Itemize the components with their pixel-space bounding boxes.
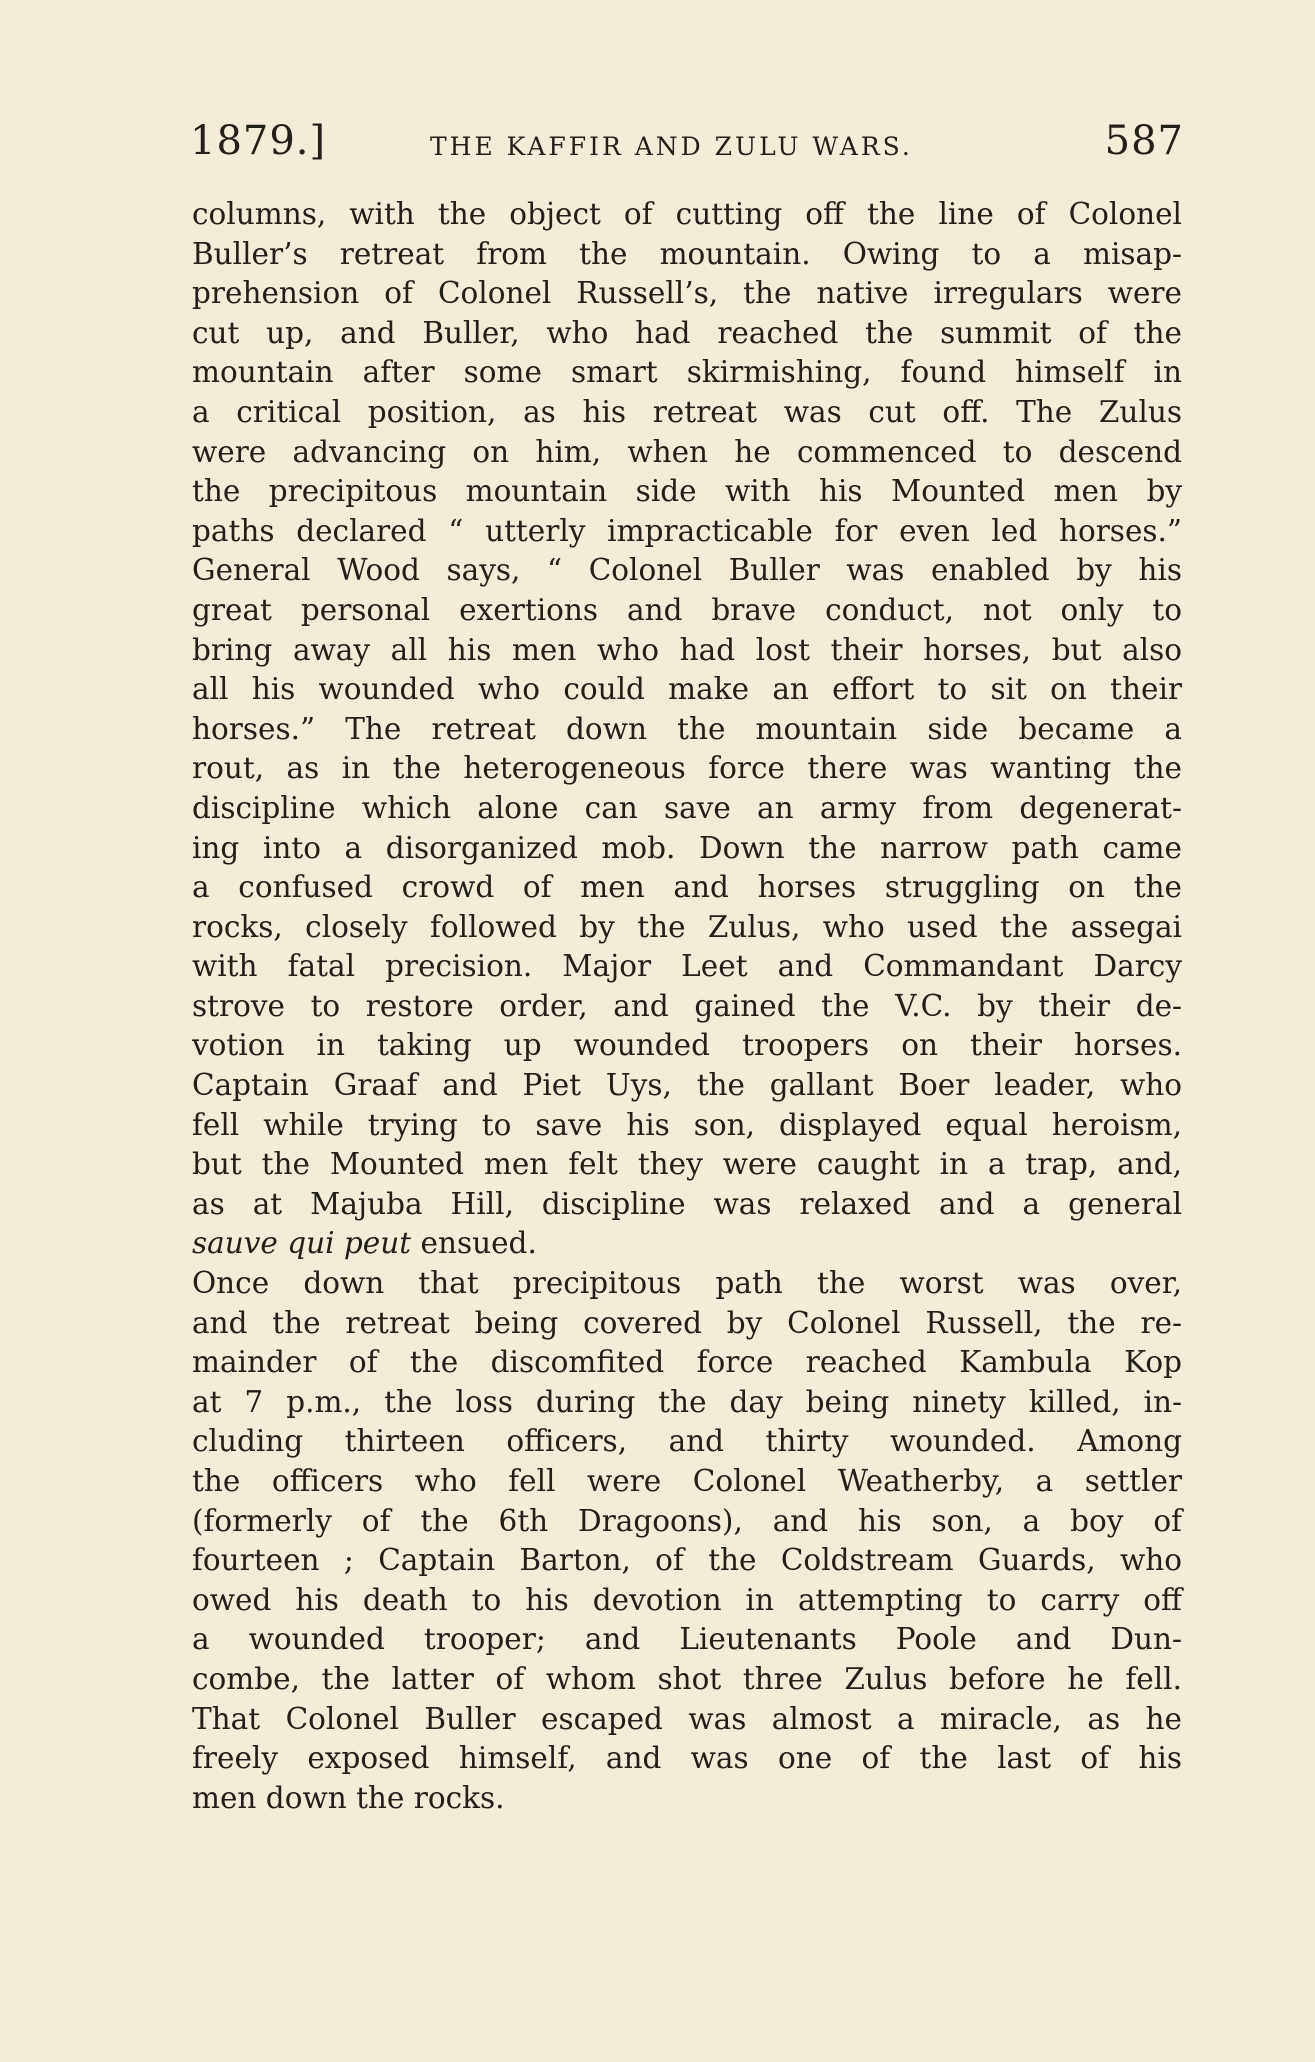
text-line: at 7 p.m., the loss during the day being ninety killed, in- bbox=[192, 1384, 1182, 1419]
running-title: THE KAFFIR AND ZULU WARS. bbox=[430, 132, 913, 161]
text-line: a confused crowd of men and horses struggling on the bbox=[192, 870, 1182, 905]
text-line: Once down that precipitous path the worst was over, bbox=[192, 1266, 1182, 1301]
text-line: bring away all his men who had lost their horses, but also bbox=[192, 632, 1182, 667]
text-line: fourteen ; Captain Barton, of the Coldstream Guards, who bbox=[192, 1543, 1182, 1578]
text-line: votion in taking up wounded troopers on their horses. bbox=[192, 1028, 1182, 1063]
text-line: ing into a disorganized mob. Down the narrow path came bbox=[192, 830, 1182, 865]
text-line: discipline which alone can save an army from degenerat- bbox=[192, 790, 1182, 825]
text-line: all his wounded who could make an effort to sit on their bbox=[192, 672, 1182, 707]
text-line: as at Majuba Hill, discipline was relaxed and a general bbox=[192, 1186, 1182, 1221]
text-line: the officers who fell were Colonel Weatherby, a settler bbox=[192, 1464, 1182, 1498]
paragraph-end-line: men down the rocks. bbox=[192, 1780, 505, 1815]
body-text bbox=[192, 195, 1182, 1818]
running-header bbox=[190, 118, 1184, 178]
text-line: rocks, closely followed by the Zulus, who used the assegai bbox=[192, 909, 1182, 944]
text-line: columns, with the object of cutting off the line of Colonel bbox=[192, 197, 1182, 231]
text-line: Buller’s retreat from the mountain. Owing to a misap- bbox=[192, 236, 1182, 271]
text-line: were advancing on him, when he commenced to descend bbox=[192, 434, 1182, 469]
text-line: and the retreat being covered by Colonel Russell, the re- bbox=[192, 1305, 1182, 1340]
italic-phrase: sauve qui peut bbox=[192, 1226, 412, 1261]
paragraph-end-line bbox=[192, 1224, 1182, 1264]
text-line: strove to restore order, and gained the V.C. by their de- bbox=[192, 988, 1182, 1023]
text-line: great personal exertions and brave conduct, not only to bbox=[192, 592, 1182, 627]
page-number: 587 bbox=[1104, 118, 1184, 164]
text-line: but the Mounted men felt they were caught in a trap, and, bbox=[192, 1147, 1182, 1182]
text-line: owed his death to his devotion in attempting to carry off bbox=[192, 1582, 1182, 1617]
header-year: 1879.] bbox=[190, 118, 327, 164]
line-tail: ensued. bbox=[411, 1226, 537, 1261]
text-line: the precipitous mountain side with his Mounted men by bbox=[192, 474, 1182, 509]
text-line: Captain Graaf and Piet Uys, the gallant Boer leader, who bbox=[192, 1068, 1182, 1103]
text-line: That Colonel Buller escaped was almost a miracle, as he bbox=[192, 1701, 1182, 1736]
text-line: freely exposed himself, and was one of the last of his bbox=[192, 1741, 1182, 1776]
text-line: a critical position, as his retreat was cut off. The Zulus bbox=[192, 394, 1182, 429]
text-line: mainder of the discomfited force reached Kambula Kop bbox=[192, 1345, 1182, 1380]
text-line: prehension of Colonel Russell’s, the native irregulars were bbox=[192, 276, 1182, 311]
text-line: paths declared “ utterly impracticable for even led horses.” bbox=[192, 513, 1182, 548]
text-line: General Wood says, “ Colonel Buller was enabled by his bbox=[192, 553, 1182, 588]
text-line: a wounded trooper; and Lieutenants Poole and Dun- bbox=[192, 1622, 1182, 1657]
text-line: fell while trying to save his son, displayed equal heroism, bbox=[192, 1107, 1182, 1142]
text-line: rout, as in the heterogeneous force there was wanting the bbox=[192, 751, 1182, 786]
text-line: mountain after some smart skirmishing, found himself in bbox=[192, 355, 1182, 390]
text-line: cut up, and Buller, who had reached the summit of the bbox=[192, 315, 1182, 350]
text-line: combe, the latter of whom shot three Zulus before he fell. bbox=[192, 1661, 1182, 1696]
text-line: with fatal precision. Major Leet and Commandant Darcy bbox=[192, 949, 1182, 984]
text-line: horses.” The retreat down the mountain side became a bbox=[192, 711, 1182, 746]
text-line: (formerly of the 6th Dragoons), and his son, a boy of bbox=[192, 1503, 1182, 1538]
text-line: cluding thirteen officers, and thirty wounded. Among bbox=[192, 1424, 1182, 1459]
